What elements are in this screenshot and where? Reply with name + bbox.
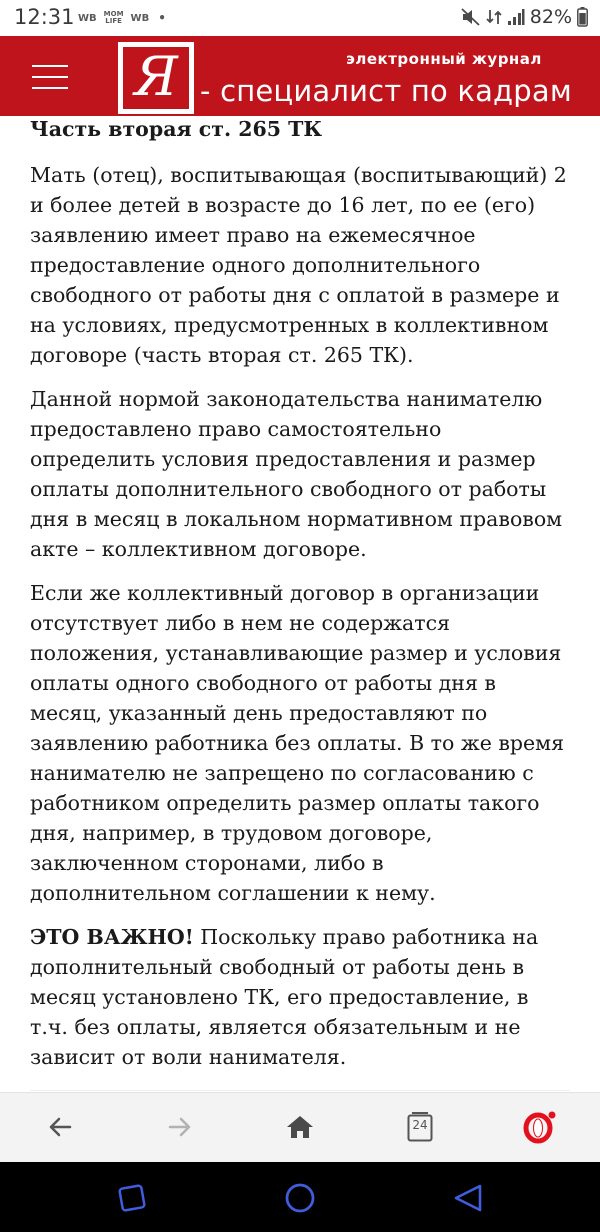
important-label: ЭТО ВАЖНО!	[30, 925, 194, 949]
forward-arrow-icon[interactable]	[160, 1107, 200, 1147]
status-bar	[0, 0, 600, 36]
notification-momlife-icon: MOM LIFE	[103, 10, 124, 25]
brand-name: - специалист по кадрам	[200, 74, 572, 108]
opera-icon[interactable]	[520, 1107, 560, 1147]
browser-toolbar	[0, 1092, 600, 1162]
back-arrow-icon[interactable]	[40, 1107, 80, 1147]
recent-apps-icon[interactable]	[114, 1180, 150, 1216]
article-paragraph: Мать (отец), воспитывающая (воспитывающий) 2 и более детей в возрасте до 16 лет, по ее (его) заявлению имеет право на ежемесячное предоставление одного дополнительного свободного от работы дня с оплатой в размере и на условиях, предусмотренных в коллективном договоре (часть вторая ст. 265 ТК).	[30, 163, 567, 367]
signal-icon	[507, 8, 525, 26]
notification-wb-icon: WB	[78, 12, 97, 24]
important-text: Поскольку право работника на дополнительный свободный от работы день в месяц установлено ТК, его предоставление, в т.ч. без оплаты, является обязательным и не зависит от воли нанимателя.	[30, 925, 539, 1069]
back-triangle-icon[interactable]	[450, 1180, 486, 1216]
logo-letter: Я	[134, 45, 178, 108]
important-paragraph	[30, 922, 570, 1072]
battery-percent: 82%	[529, 6, 572, 28]
status-notifications	[78, 11, 166, 25]
tabs-icon[interactable]	[400, 1107, 440, 1147]
battery-icon	[577, 7, 588, 27]
status-time: 12:31	[14, 5, 75, 29]
brand-tagline: электронный журнал	[346, 50, 542, 68]
article-paragraph: Если же коллективный договор в организации отсутствует либо в нем не содержатся положения, устанавливающие размер и условия оплаты одного свободного от работы дня в месяц, указанный день предоставляют по заявлению работника без оплаты. В то же время нанимателю не запрещено по согласованию с работником определить размер оплаты такого дня, например, в трудовом договоре, заключенном сторонами, либо в дополнительном соглашении к нему.	[30, 581, 565, 905]
article-heading: Часть вторая ст. 265 ТК	[30, 117, 323, 141]
notification-wb-icon: WB	[130, 12, 150, 24]
site-logo[interactable]	[118, 42, 194, 114]
article-content	[0, 116, 600, 1092]
home-circle-icon[interactable]	[282, 1180, 318, 1216]
divider	[30, 1090, 570, 1091]
article-paragraph: Данной нормой законодательства нанимателю предоставлено право самостоятельно определить условия предоставления и размер оплаты дополнительного свободного от работы дня в месяц в локальном нормативном правовом акте – коллективном договоре.	[30, 387, 563, 561]
home-icon[interactable]	[280, 1107, 320, 1147]
notification-more-dot: •	[158, 11, 166, 25]
mute-icon	[461, 8, 481, 26]
hamburger-menu-icon[interactable]	[26, 59, 72, 95]
data-transfer-icon	[486, 8, 502, 26]
site-header	[0, 36, 600, 116]
system-nav-bar	[0, 1162, 600, 1232]
status-right	[461, 6, 588, 28]
tab-count: 24	[412, 1118, 428, 1132]
